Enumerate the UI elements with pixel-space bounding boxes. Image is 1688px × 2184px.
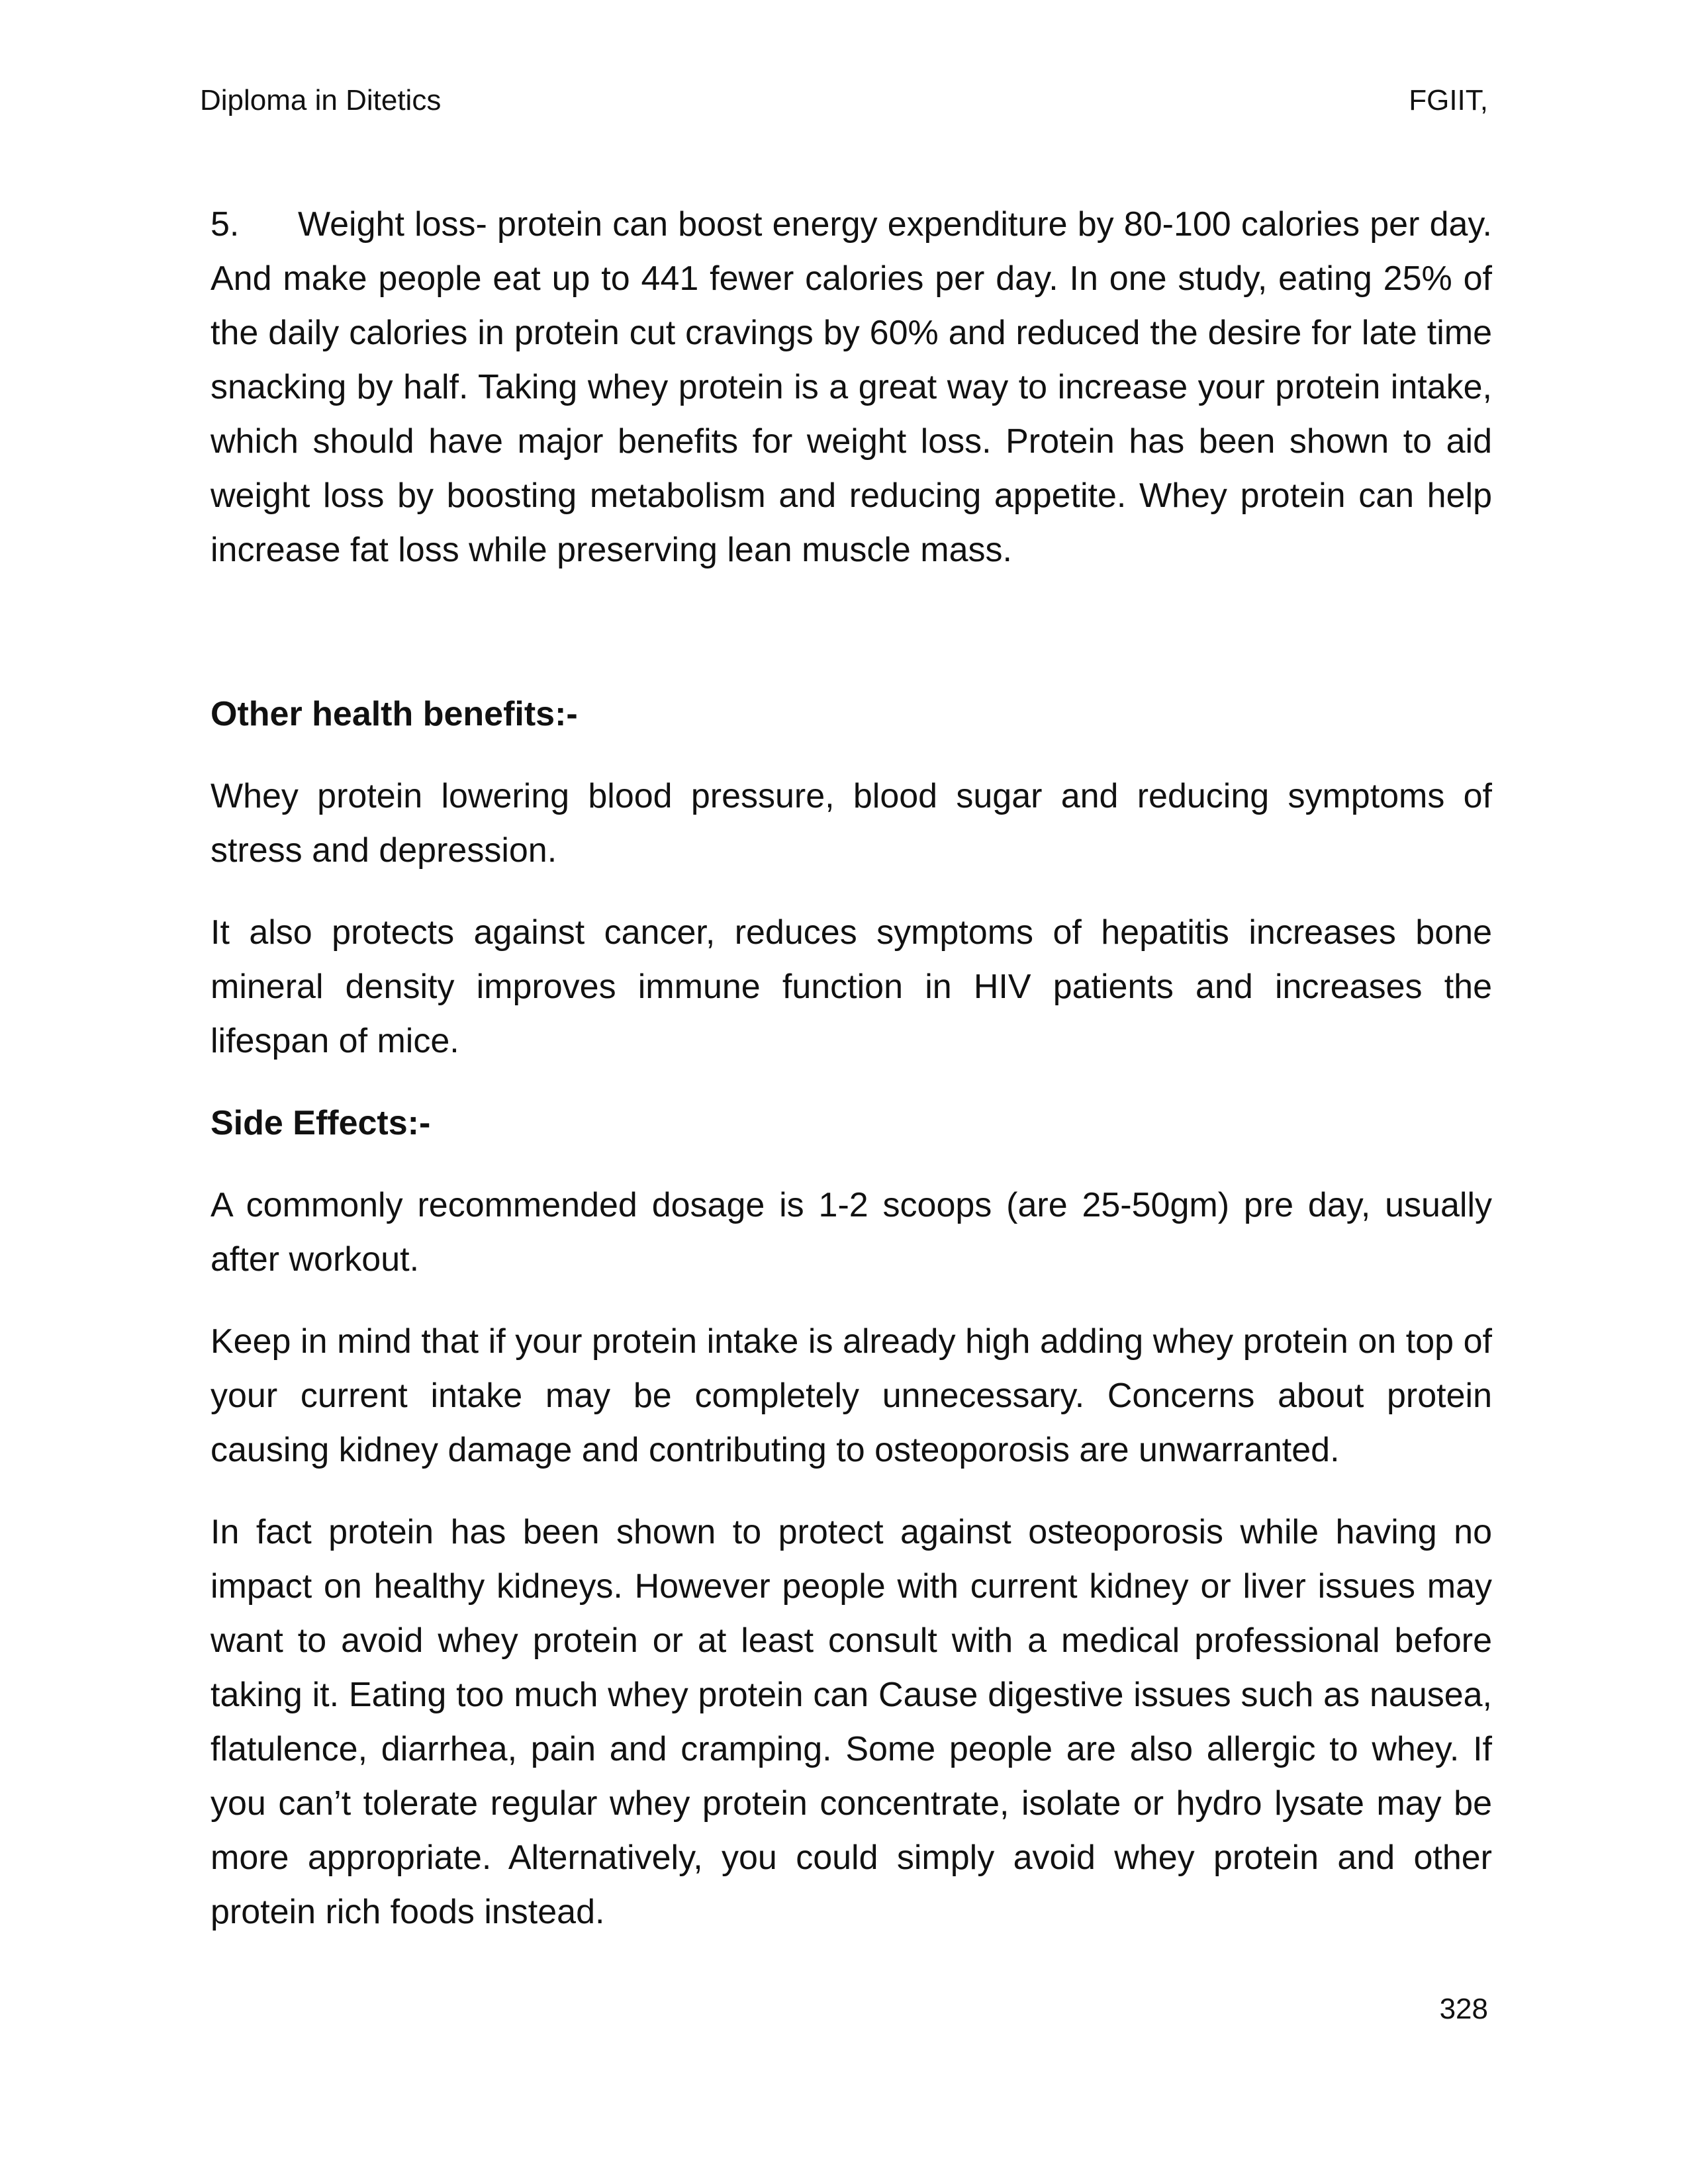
other-benefits-paragraph-1: Whey protein lowering blood pressure, blood sugar and reducing symptoms of stress and depression.	[211, 777, 1492, 870]
side-effects-paragraph-1: A commonly recommended dosage is 1-2 scoops (are 25-50gm) pre day, usually after workout.	[211, 1186, 1492, 1279]
header-course-title: Diploma in Ditetics	[200, 84, 442, 116]
page-number: 328	[1439, 1993, 1488, 2025]
header-institute: FGIIT,	[1409, 84, 1488, 116]
side-effects-paragraph-3: In fact protein has been shown to protect against osteoporosis while having no impact on healthy kidneys. However people with current kidney or liver issues may want to avoid whey protein or at least consult with a medical professional before taking it. Eating too much whey protein can Cause digestive issues such as nausea, flatulence, diarrhea, pain and cramping. Some people are also allergic to whey. If you can’t tolerate regular whey protein concentrate, isolate or hydro lysate may be more appropriate. Alternatively, you could simply avoid whey protein and other protein rich foods instead.	[211, 1513, 1492, 1931]
list-number: 5.	[211, 205, 240, 244]
other-benefits-paragraph-2: It also protects against cancer, reduces symptoms of hepatitis increases bone mineral density improves immune function in HIV patients and increases the lifespan of mice.	[211, 913, 1492, 1060]
page-content	[211, 197, 1492, 1939]
weight-loss-paragraph	[211, 197, 1492, 577]
other-benefits-heading: Other health benefits:-	[211, 695, 578, 733]
side-effects-paragraph-2: Keep in mind that if your protein intake is already high adding whey protein on top of your current intake may be completely unnecessary. Concerns about protein causing kidney damage and contributing to osteoporosis are unwarranted.	[211, 1322, 1492, 1469]
weight-loss-text: Weight loss- protein can boost energy expenditure by 80-100 calories per day. And make people eat up to 441 fewer calories per day. In one study, eating 25% of the daily calories in protein cut cravings by 60% and reduced the desire for late time snacking by half. Taking whey protein is a great way to increase your protein intake, which should have major benefits for weight loss. Protein has been shown to aid weight loss by boosting metabolism and reducing appetite. Whey protein can help increase fat loss while preserving lean muscle mass.	[211, 205, 1492, 569]
side-effects-heading: Side Effects:-	[211, 1104, 431, 1142]
